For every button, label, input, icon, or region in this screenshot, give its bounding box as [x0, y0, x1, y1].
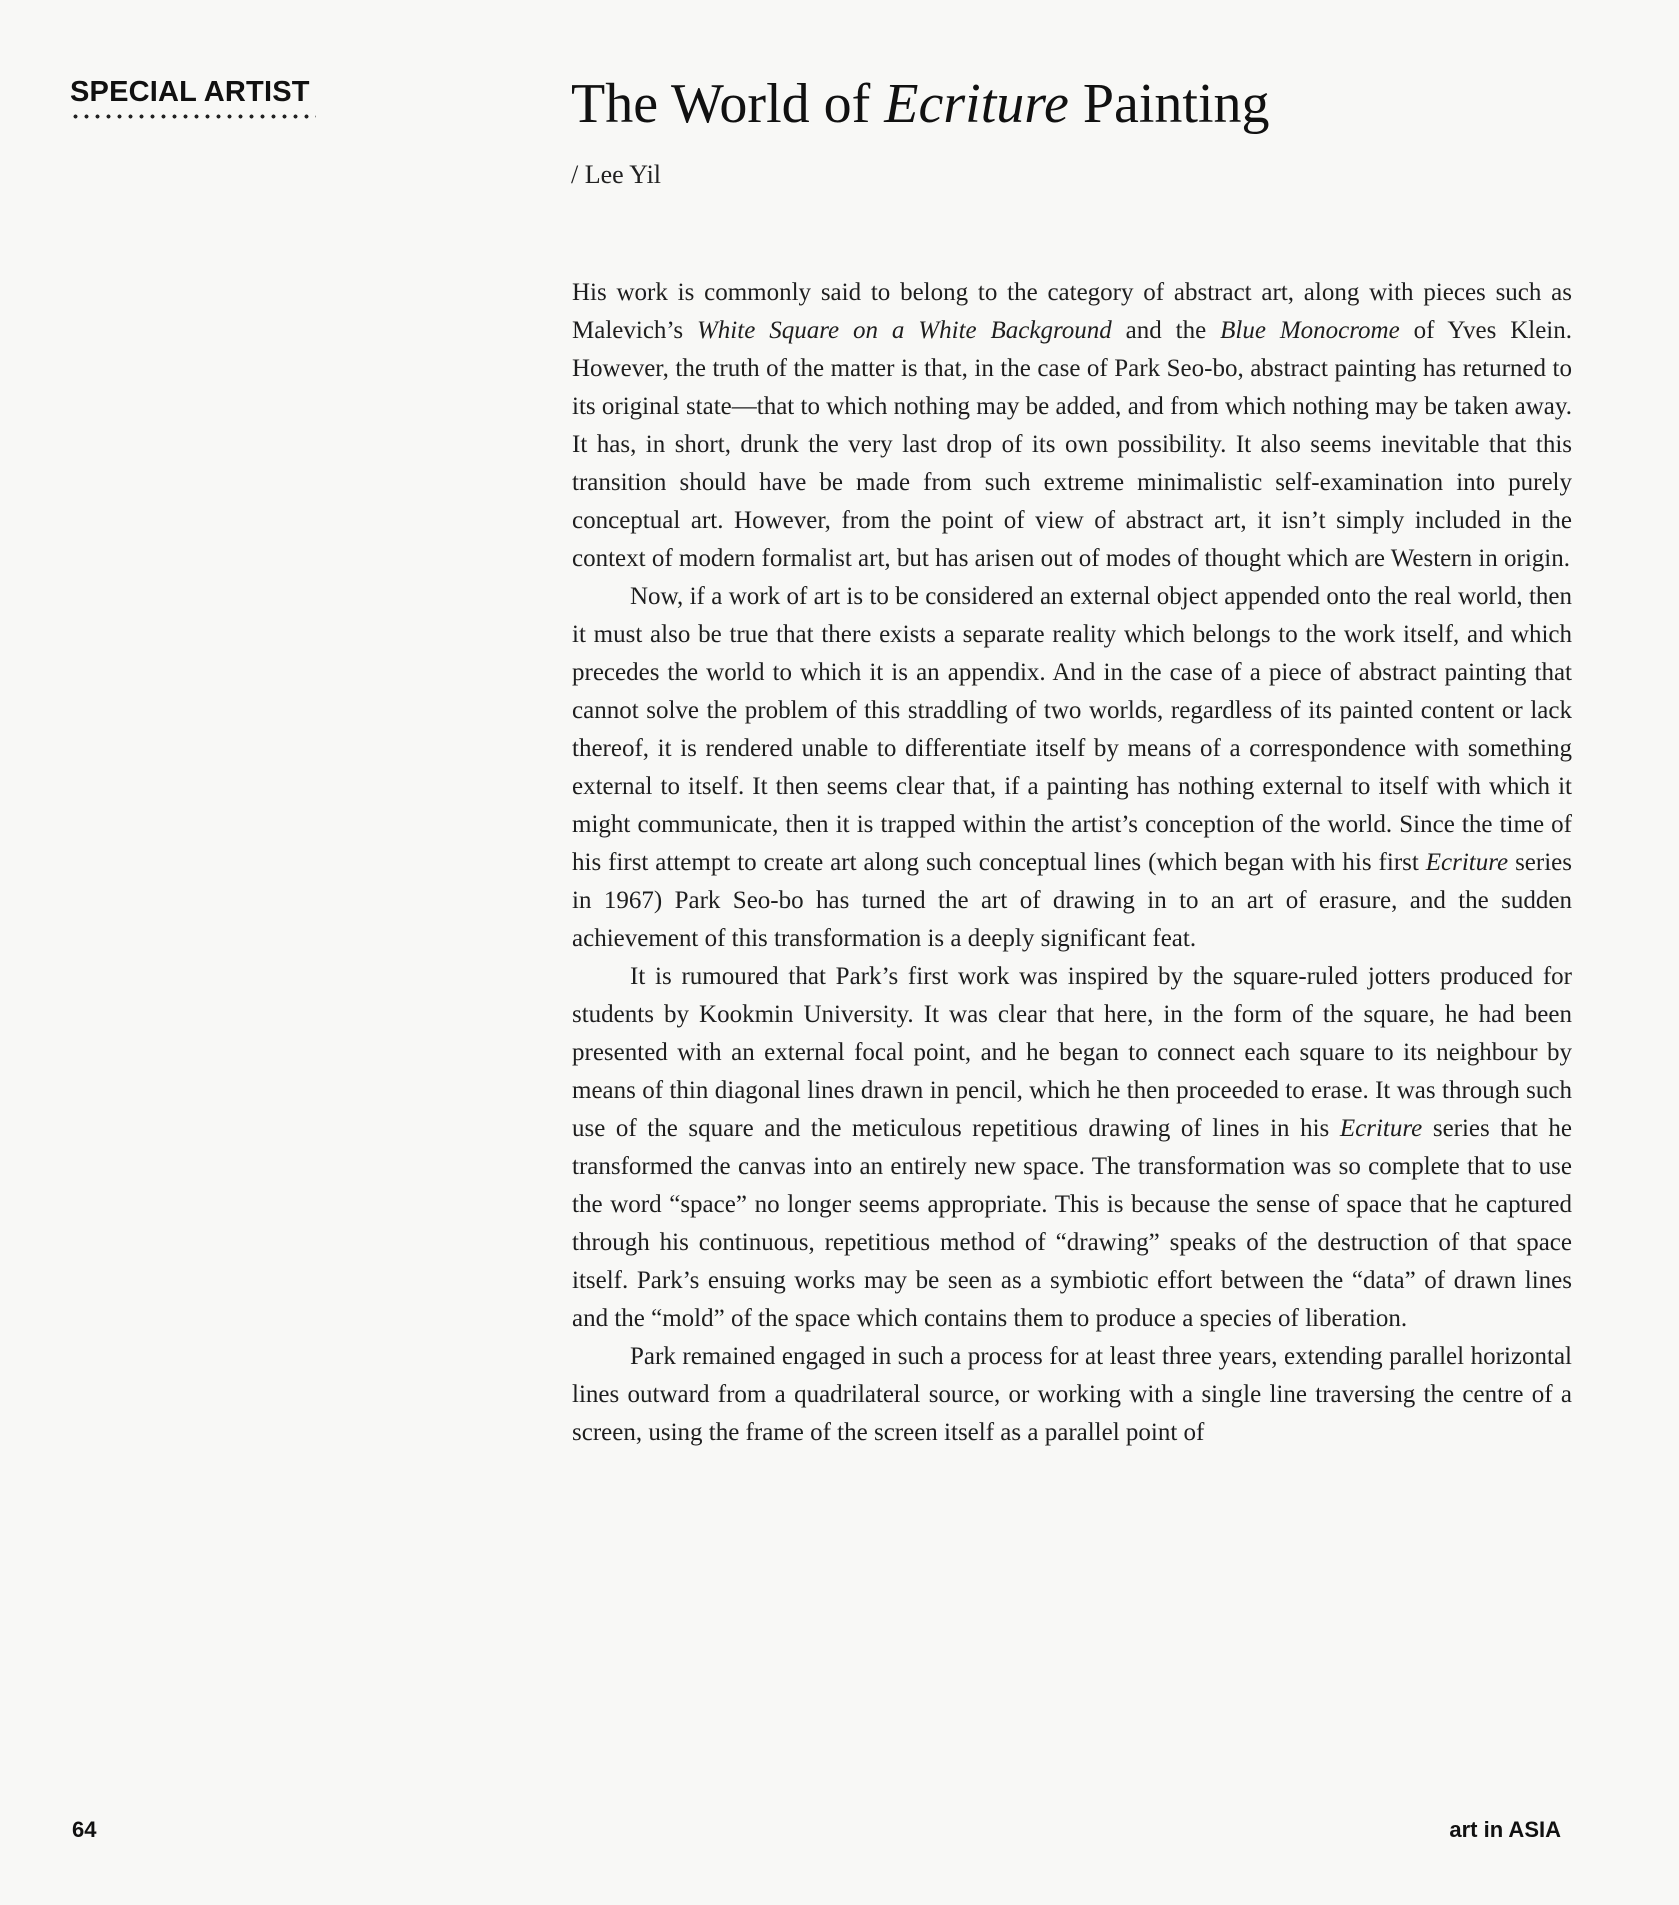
paragraph-1-text-3: of Yves Klein. However, the truth of the matter is that, in the case of Park Seo-bo, abstract painting has returned to its original state—that to which nothing may be added, and from which nothing may be taken away. It has, in short, drunk the very last drop of its own possibility. It also seems inevitable that this transition should have be made from such extreme minimalistic self-examination into purely conceptual art. However, from the point of view of abstract art, it isn’t simply included in the context of modern formalist art, but has arisen out of modes of thought which are Western in origin. [572, 317, 1572, 572]
artwork-title-white-square: White Square on a White Background [696, 317, 1112, 344]
article-title [571, 74, 1270, 136]
paragraph-4 [572, 1338, 1572, 1452]
paragraph-2-text-2: series in 1967) Park Seo-bo has turned the art of drawing in to an art of erasure, and the sudden achievement of this transformation is a deeply significant feat. [572, 849, 1572, 952]
paragraph-2 [572, 578, 1572, 958]
series-title-ecriture: Ecriture [1339, 1115, 1423, 1142]
author-byline: / Lee Yil [571, 160, 662, 189]
title-emphasis: Ecriture [884, 73, 1069, 135]
paragraph-1-text-2: and the [1111, 317, 1221, 344]
page-number: 64 [72, 1817, 97, 1842]
magazine-name: art in ASIA [1449, 1817, 1561, 1842]
paragraph-2-text-1: Now, if a work of art is to be considered an external object appended onto the real world, then it must also be true that there exists a separate reality which belongs to the work itself, and which precedes the world to which it is an appendix. And in the case of a piece of abstract painting that cannot solve the problem of this straddling of two worlds, regardless of its painted content or lack thereof, it is rendered unable to differentiate itself by means of a correspondence with something external to itself. It then seems clear that, if a painting has nothing external to itself with which it might communicate, then it is trapped within the artist’s conception of the world. Since the time of his first attempt to create art along such conceptual lines (which began with his first [572, 583, 1572, 876]
section-label-dotted-underline [70, 114, 316, 119]
paragraph-3-text-2: series that he transformed the canvas into an entirely new space. The transformation was so complete that to use the word “space” no longer seems appropriate. This is because the sense of space that he captured through his continuous, repetitious method of “drawing” speaks of the destruction of that space itself. Park’s ensuing works may be seen as a symbiotic effort between the “data” of drawn lines and the “mold” of the space which contains them to produce a species of liberation. [572, 1115, 1572, 1332]
paragraph-3-text-1: It is rumoured that Park’s first work was inspired by the square-ruled jotters produced for students by Kookmin University. It was clear that here, in the form of the square, he had been presented with an external focal point, and he began to connect each square to its neighbour by means of thin diagonal lines drawn in pencil, which he then proceeded to erase. It was through such use of the square and the meticulous repetitious drawing of lines in his [572, 963, 1572, 1142]
paragraph-4-text-1: Park remained engaged in such a process for at least three years, extending parallel horizontal lines outward from a quadrilateral source, or working with a single line traversing the centre of a screen, using the frame of the screen itself as a parallel point of [572, 1343, 1572, 1446]
title-part-2: Painting [1068, 73, 1270, 135]
artwork-title-blue-monocrome: Blue Monocrome [1220, 317, 1400, 344]
paragraph-1-text-1: His work is commonly said to belong to the category of abstract art, along with pieces such as Malevich’s [572, 279, 1572, 344]
paragraph-1 [572, 274, 1572, 578]
article-body [572, 274, 1572, 1452]
section-label: SPECIAL ARTIST [70, 76, 310, 108]
series-title-ecriture: Ecriture [1425, 849, 1509, 876]
title-part-1: The World of [571, 73, 885, 135]
paragraph-3 [572, 958, 1572, 1338]
